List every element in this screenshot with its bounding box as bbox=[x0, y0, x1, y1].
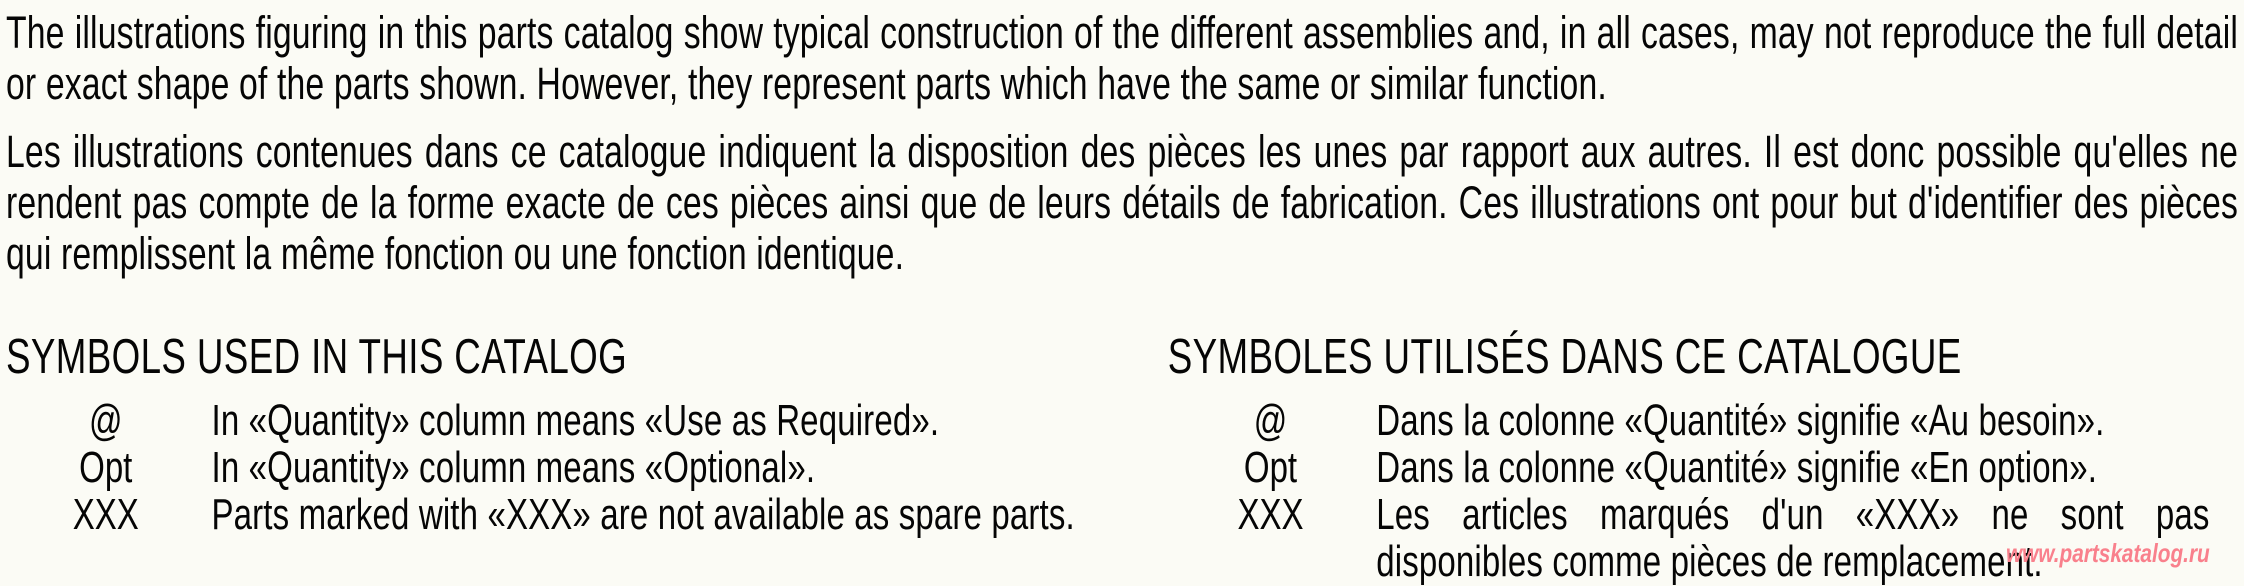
symbol-description: Dans la colonne «Quantité» signifie «Au besoin». bbox=[1376, 396, 2105, 445]
symbols-legend bbox=[0, 331, 2244, 585]
symbol-description: Parts marked with «XXX» are not available as spare parts. bbox=[211, 490, 1075, 539]
symbol-row bbox=[1165, 397, 2244, 444]
symbol-description: In «Quantity» column means «Use as Required». bbox=[211, 396, 940, 445]
watermark-text: www.partskatalog.ru bbox=[2006, 538, 2210, 568]
symbol-cell: @ bbox=[88, 396, 123, 445]
symbol-cell: XXX bbox=[72, 490, 139, 539]
symbol-row bbox=[0, 444, 1165, 491]
intro-paragraph-english: The illustrations figuring in this parts catalog show typical construction of the different assemblies and, in all cases, may not reproduce the full detail or exact shape of the parts shown. However, they represent parts which have the same or similar function. bbox=[6, 7, 2238, 109]
symbol-description: Dans la colonne «Quantité» signifie «En option». bbox=[1376, 443, 2098, 492]
symbol-cell: @ bbox=[1253, 396, 1288, 445]
symbol-row bbox=[0, 397, 1165, 444]
symbols-heading-english: SYMBOLS USED IN THIS CATALOG bbox=[6, 330, 628, 384]
symbol-row bbox=[1165, 444, 2244, 491]
symbol-cell: Opt bbox=[79, 443, 133, 492]
intro-paragraph-french: Les illustrations contenues dans ce catalogue indiquent la disposition des pièces les unes par rapport aux autres. Il est donc possible qu'elles ne rendent pas compte de la forme exacte de ces pièces ainsi que de leurs détails de fabrication. Ces illustrations ont pour but d'identifier des pièces qui remplissent la même fonction ou une fonction identique. bbox=[6, 126, 2238, 279]
symbol-row bbox=[0, 491, 1165, 538]
symbols-section-english bbox=[0, 331, 1165, 585]
symbol-cell: Opt bbox=[1243, 443, 1298, 492]
symbols-heading-french: SYMBOLES UTILISÉS DANS CE CATALOGUE bbox=[1167, 330, 1962, 384]
symbol-description: Les articles marqués d'un «XXX» ne sont pas disponibles comme pièces de remplacement. bbox=[1376, 490, 2210, 586]
symbols-table-english bbox=[0, 397, 1165, 538]
symbol-description: In «Quantity» column means «Optional». bbox=[211, 443, 816, 492]
symbol-cell: XXX bbox=[1237, 490, 1304, 539]
